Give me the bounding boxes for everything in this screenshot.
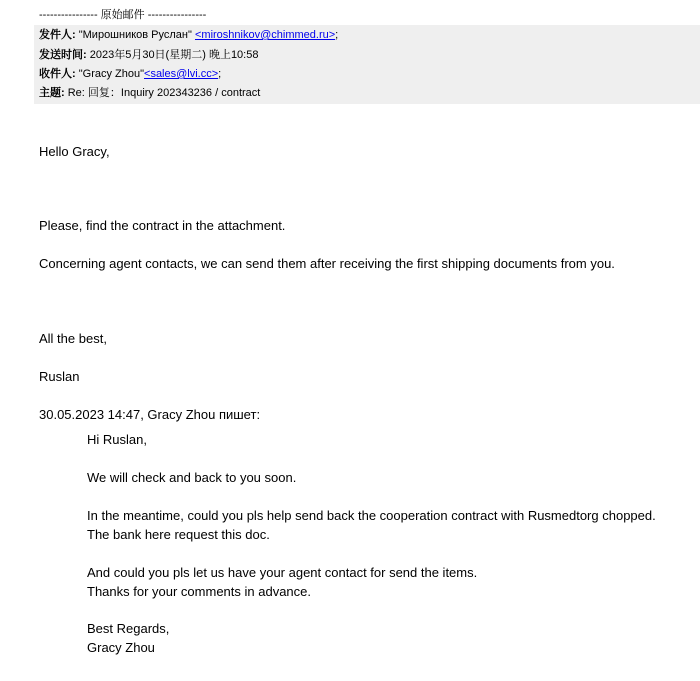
date-value: 2023年5月30日(星期二) 晚上10:58	[89, 49, 259, 61]
to-label: 收件人:	[39, 68, 76, 80]
from-label: 发件人:	[39, 29, 76, 41]
quote-closing: Best Regards,	[87, 621, 170, 636]
reply-signature: Ruslan	[39, 369, 80, 384]
date-row	[39, 48, 258, 62]
subject-label: 主题:	[39, 87, 65, 99]
quote-line-contract: In the meantime, could you pls help send back the cooperation contract with Rusmedtorg chopped.	[87, 508, 656, 523]
date-label: 发送时间:	[39, 49, 87, 61]
reply-line-attachment: Please, find the contract in the attachment.	[39, 218, 286, 233]
from-name: "Мирошников Руслан"	[78, 29, 192, 41]
quote-signature: Gracy Zhou	[87, 640, 155, 655]
quote-line-thanks: Thanks for your comments in advance.	[87, 584, 311, 599]
subject-row	[39, 86, 260, 100]
to-name: "Gracy Zhou"	[78, 68, 145, 80]
quote-line-check: We will check and back to you soon.	[87, 470, 297, 485]
to-suffix: ;	[218, 68, 222, 80]
reply-closing: All the best,	[39, 331, 107, 346]
from-suffix: ;	[335, 29, 339, 41]
reply-line-agent-contacts: Concerning agent contacts, we can send them after receiving the first shipping documents from you.	[39, 256, 615, 271]
reply-greeting: Hello Gracy,	[39, 144, 110, 159]
quote-attribution: 30.05.2023 14:47, Gracy Zhou пишет:	[39, 407, 261, 422]
from-email-link[interactable]: <miroshnikov@chimmed.ru>	[194, 29, 336, 41]
from-row	[39, 28, 338, 42]
to-email-link[interactable]: <sales@lvi.cc>	[144, 68, 219, 80]
original-message-separator: ---------------- 原始邮件 ----------------	[39, 9, 207, 21]
to-row	[39, 67, 221, 81]
quote-greeting: Hi Ruslan,	[87, 432, 147, 447]
message-header	[34, 25, 700, 104]
subject-value: Re: 回复：Inquiry 202343236 / contract	[67, 87, 261, 99]
quote-line-agent-contact: And could you pls let us have your agent contact for send the items.	[87, 565, 478, 580]
quote-line-bank: The bank here request this doc.	[87, 527, 270, 542]
